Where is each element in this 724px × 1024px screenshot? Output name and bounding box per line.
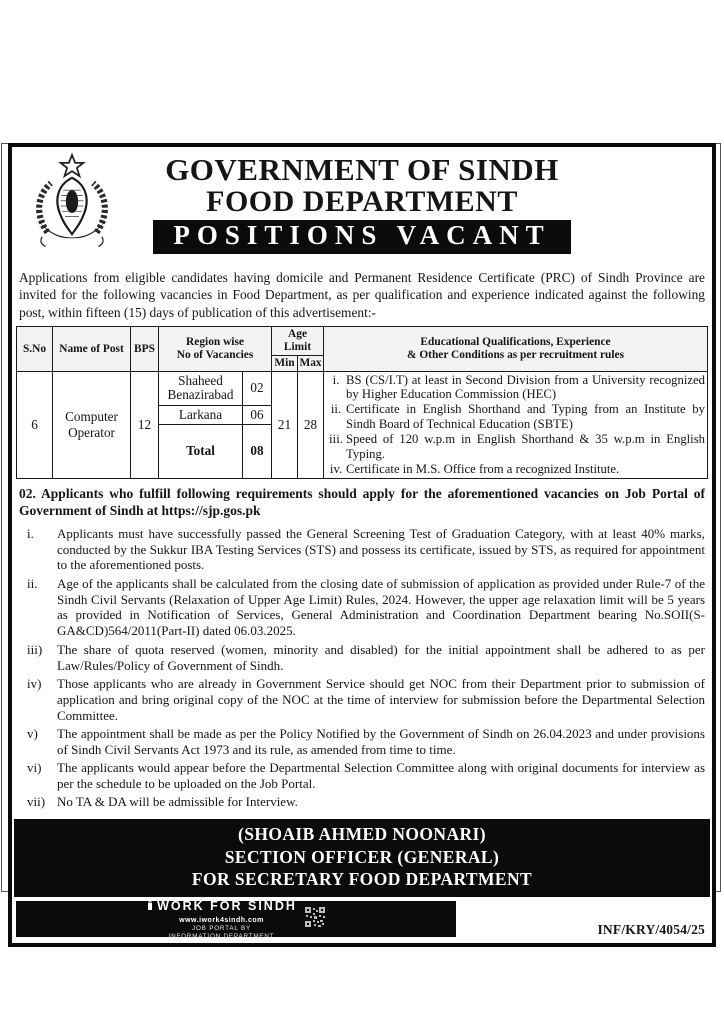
cell-post: Computer Operator [53,371,131,478]
col-header-age-min: Min [272,355,298,371]
col-header-age-max: Max [298,355,324,371]
col-header-region-line1: Region wise [186,336,244,349]
iwork-title: WORK FOR SINDH [157,899,297,914]
education-item-text: Certificate in English Shorthand and Typing from an Institute by Sindh Board of Technical Education (SBTE) [346,402,705,432]
cell-region-count-0: 02 [243,371,272,405]
list-item [21,726,705,758]
iwork-url: www.iwork4sindh.com [179,917,264,925]
list-item [21,676,705,724]
list-item-text: No TA & DA will be admissible for Interview. [57,794,298,810]
requirements-list [12,523,712,818]
education-item-text: BS (CS/I.T) at least in Second Division from a University recognized by Higher Education Commission (HEC) [346,372,705,402]
education-item-num: i. [332,372,340,387]
footer-strip [14,899,710,941]
list-item-num: iii) [27,641,43,657]
iwork-for-sindh-logo [16,899,456,941]
col-header-post: Name of Post [53,327,131,371]
list-item [21,526,705,574]
signatory-title: SECTION OFFICER (GENERAL) [224,846,500,867]
education-item-text: Certificate in M.S. Office from a recognized Institute. [346,461,620,476]
cell-age-max: 28 [298,371,324,478]
cell-education [324,371,708,478]
list-item-num: iv) [27,675,42,691]
apply-instruction-paragraph: 02. Applicants who fulfill following requirements should apply for the aforementioned vacancies on Job Portal of Government of Sindh at https://sjp.gos.pk [19,485,705,519]
list-item [21,576,705,639]
cell-region-count-1: 06 [243,405,272,424]
cell-sno: 6 [17,371,53,478]
list-item-text: Applicants must have successfully passed the General Screening Test of Graduation Category, with at least 40% marks, conducted by the Sukkur IBA Testing Services (STS) and possess its certificate, issued by STS, as required for appointment to the aforementioned posts. [57,525,705,573]
qr-code-icon [304,906,326,933]
signatory-name: (SHOAIB AHMED NOONARI) [238,823,486,844]
list-item-num: v) [27,725,38,741]
list-item-num: ii. [27,575,38,591]
list-item [21,794,705,810]
cell-age-min: 21 [272,371,298,478]
education-item-text: Speed of 120 w.p.m in English Shorthand & 35 w.p.m in English Typing. [346,432,705,461]
cell-region-name-1: Larkana [159,405,243,424]
education-item-num: ii. [330,402,342,417]
list-item-text: Age of the applicants shall be calculated from the closing date of submission of application as provided under Rule-7 of the Sindh Civil Servants (Relaxation of Upper Age Limit) Rules, 2024. However, the upper age relaxation limit will be 5 years as provided in Notification of Services, General Administration and Coordination Department bearing No.SOII(S-GA&CD)564/2011(Part-II) dated 06.03.2025. [57,575,705,639]
advertisement [8,143,716,947]
signature-banner [14,819,710,897]
person-icon [146,897,154,916]
education-item-num: iv. [329,461,343,476]
education-item [326,462,705,477]
col-header-sno: S.No [17,327,53,371]
iwork-subtitle-line2: INFORMATION DEPARTMENT [168,933,275,941]
table-row [17,371,708,405]
cell-region-count-total: 08 [243,424,272,478]
org-title-line1: GOVERNMENT OF SINDH [165,152,559,187]
ad-header [12,147,712,265]
col-header-region-line2: No of Vacancies [176,348,254,361]
col-header-region [159,327,272,371]
list-item-text: The appointment shall be made as per the Policy Notified by the Government of Sindh on 26.04.2023 and under provisions of Sindh Civil Servants Act 1973 and its rule, as amended from time to time. [57,725,705,757]
list-item-text: Those applicants who are already in Government Service should get NOC from their Department prior to submission of application and bring original copy of the NOC at the time of interview for submission before the Departmental Selection Committee. [57,675,705,723]
signatory-for: FOR SECRETARY FOOD DEPARTMENT [191,869,533,890]
cell-region-name-total: Total [159,424,243,478]
list-item-text: The share of quota reserved (women, minority and disabled) for the initial appointment shall be adhered to as per Law/Rules/Policy of Government of Sindh. [57,641,705,673]
intro-paragraph: Applications from eligible candidates having domicile and Permanent Residence Certificate (PRC) of Sindh Province are invited for the following vacancies in Food Department, as per qualification and experience indicated against the following post, within fifteen (15) days of publication of this advertisement:- [19,270,705,320]
org-title-line2: FOOD DEPARTMENT [206,185,518,219]
positions-vacant-banner: POSITIONS VACANT [153,220,570,254]
advertisement-reference-number: INF/KRY/4054/25 [597,922,705,938]
education-item [326,373,705,403]
education-item [326,402,705,432]
col-header-age-limit: Age Limit [272,327,324,356]
list-item [21,642,705,674]
col-header-education-line2: & Other Conditions as per recruitment rules [406,348,625,361]
sindh-government-emblem-icon [28,152,116,265]
list-item-num: vii) [27,794,46,810]
list-item-num: vi) [27,760,42,776]
cell-bps: 12 [131,371,159,478]
education-item-num: iii. [329,432,343,446]
vacancy-table [16,326,708,478]
col-header-education-line1: Educational Qualifications, Experience [420,336,611,349]
list-item [21,760,705,792]
iwork-subtitle-line1: JOB PORTAL BY [192,925,251,933]
education-item [326,432,705,462]
cell-region-name-0: Shaheed Benazirabad [159,371,243,405]
list-item-num: i. [27,525,34,541]
col-header-education [324,327,708,371]
list-item-text: The applicants would appear before the Departmental Selection Committee along with original documents for interview as per the schedule to be uploaded on the Job Portal. [57,760,705,792]
col-header-bps: BPS [131,327,159,371]
